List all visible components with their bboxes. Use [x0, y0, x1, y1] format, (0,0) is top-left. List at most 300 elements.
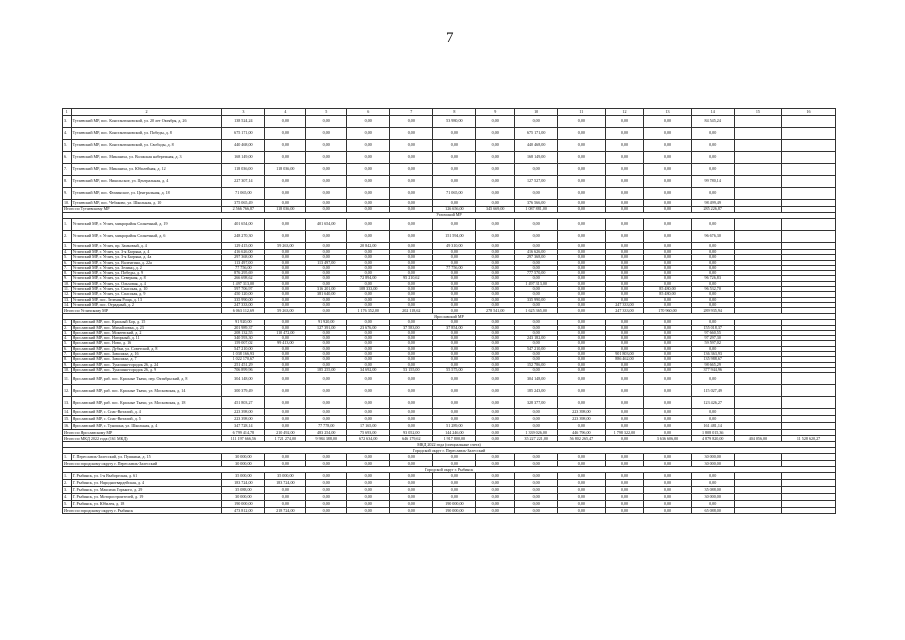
value-cell: 0,00 — [644, 461, 691, 467]
value-cell: 30 000,00 — [691, 461, 734, 467]
value-cell: 876 295,69 — [222, 271, 265, 276]
value-cell: 98 665,29 — [691, 362, 734, 367]
address-cell: Тутаевский МР, пос. Фоминское, ул. Центральная, д. 18 — [71, 188, 222, 200]
value-cell: 0,00 — [691, 473, 734, 480]
value-cell: 0,00 — [390, 473, 433, 480]
value-cell: 0,00 — [265, 260, 306, 265]
address-cell: Г. Рыбинск, ул. Максима Горького, д. 29 — [71, 487, 222, 494]
value-cell: 0,00 — [476, 116, 515, 128]
value-cell: 1 497 313,00 — [515, 281, 558, 286]
value-cell: 210 492,00 — [265, 430, 306, 436]
address-cell: Тутаевский МР, пос. Микляиха, ул. Юбилейная, д. 12 — [71, 164, 222, 176]
value-cell: 0,00 — [605, 260, 644, 265]
value-cell: 0,00 — [433, 341, 476, 346]
value-cell: 0,00 — [558, 281, 605, 286]
value-cell — [782, 176, 836, 188]
address-cell: Г. Рыбинск, ул. Юбилея, д. 18 — [71, 501, 222, 508]
value-cell — [782, 200, 836, 207]
value-cell: 136 363,93 — [691, 352, 734, 357]
value-cell: 335 990,00 — [222, 297, 265, 302]
value-cell: 243 182,00 — [515, 336, 558, 341]
address-cell: Ярославский МР, пос. Красный Бор, д. 15 — [71, 320, 222, 325]
value-cell: 0,00 — [390, 188, 433, 200]
value-cell: 0,00 — [347, 336, 390, 341]
value-cell: 0,00 — [347, 116, 390, 128]
value-cell — [782, 508, 836, 514]
value-cell: 0,00 — [644, 164, 691, 176]
value-cell: 0,00 — [306, 308, 347, 314]
value-cell: 0,00 — [515, 341, 558, 346]
row-number: 4. — [63, 250, 72, 255]
value-cell: 127 527,00 — [515, 176, 558, 188]
value-cell: 0,00 — [306, 330, 347, 335]
value-cell: 0,00 — [306, 250, 347, 255]
value-cell: 135 988,67 — [691, 357, 734, 362]
value-cell: 0,00 — [644, 501, 691, 508]
section-title: МКД 2022 года (специальные счета) — [63, 442, 836, 448]
value-cell: 118 036,00 — [265, 164, 306, 176]
value-cell: 0,00 — [265, 461, 306, 467]
value-cell: 0,00 — [644, 128, 691, 140]
value-cell: 886 462,00 — [605, 357, 644, 362]
value-cell: 0,00 — [558, 346, 605, 351]
value-cell: 0,00 — [306, 494, 347, 501]
value-cell: 71 065,00 — [222, 188, 265, 200]
value-cell: 0,00 — [265, 501, 306, 508]
value-cell: 0,00 — [433, 128, 476, 140]
value-cell: 0,00 — [265, 302, 306, 307]
value-cell: 0,00 — [433, 346, 476, 351]
value-cell — [734, 487, 781, 494]
value-cell: 0,00 — [306, 373, 347, 385]
value-cell: 0,00 — [306, 271, 347, 276]
value-cell: 0,00 — [558, 423, 605, 430]
value-cell: 0,00 — [306, 397, 347, 409]
value-cell: 0,00 — [265, 397, 306, 409]
value-cell: 0,00 — [558, 271, 605, 276]
column-number-cell: 11 — [558, 109, 605, 116]
value-cell: 93 052,00 — [390, 430, 433, 436]
value-cell: 0,00 — [265, 276, 306, 281]
value-cell: 0,00 — [433, 276, 476, 281]
row-number: 13. — [63, 397, 72, 409]
row-number: 7. — [63, 265, 72, 270]
value-cell: 0,00 — [390, 501, 433, 508]
value-cell: 96 676,30 — [691, 231, 734, 243]
value-cell — [734, 501, 781, 508]
value-cell: 0,00 — [558, 231, 605, 243]
value-cell: 168 149,00 — [515, 152, 558, 164]
value-cell: 451 803,27 — [222, 397, 265, 409]
value-cell: 0,00 — [515, 219, 558, 231]
value-cell: 223 398,00 — [558, 416, 605, 423]
value-cell: 0,00 — [347, 176, 390, 188]
row-number: 6. — [63, 260, 72, 265]
value-cell: 0,00 — [515, 473, 558, 480]
value-cell: 0,00 — [433, 352, 476, 357]
value-cell: 0,00 — [558, 508, 605, 514]
value-cell: 297 368,00 — [515, 255, 558, 260]
value-cell: 113 497,00 — [222, 260, 265, 265]
value-cell: 1 721 274,00 — [265, 436, 306, 442]
value-cell: 35 000,00 — [265, 473, 306, 480]
value-cell: 0,00 — [558, 116, 605, 128]
column-number-cell: 14 — [691, 109, 734, 116]
value-cell: 0,00 — [433, 219, 476, 231]
value-cell: 98 499,49 — [691, 200, 734, 207]
value-cell: 0,00 — [390, 330, 433, 335]
value-cell — [734, 473, 781, 480]
value-cell: 0,00 — [390, 302, 433, 307]
address-cell: Тутаевский МР, пос. Микляиха, ул. Волжская набережная, д. 3 — [71, 152, 222, 164]
value-cell: 0,00 — [605, 297, 644, 302]
value-cell: 0,00 — [476, 487, 515, 494]
value-cell: 0,00 — [306, 508, 347, 514]
value-cell — [734, 494, 781, 501]
value-cell: 0,00 — [476, 341, 515, 346]
value-cell: 0,00 — [306, 255, 347, 260]
value-cell: 0,00 — [390, 416, 433, 423]
value-cell: 0,00 — [265, 487, 306, 494]
value-cell: 0,00 — [265, 250, 306, 255]
value-cell: 450 120,00 — [222, 292, 265, 297]
value-cell: 0,00 — [515, 367, 558, 372]
value-cell: 20 842,00 — [347, 243, 390, 250]
table-row — [63, 409, 836, 416]
value-cell: 0,00 — [558, 367, 605, 372]
value-cell: 0,00 — [433, 454, 476, 461]
value-cell: 0,00 — [644, 357, 691, 362]
value-cell — [782, 501, 836, 508]
address-cell: Тутаевский МР, пос. Константиновский, ул. Свободы, д. 8 — [71, 140, 222, 152]
value-cell: 404 056,00 — [734, 436, 781, 442]
value-cell — [734, 423, 781, 430]
row-number: 6. — [63, 346, 72, 351]
value-cell: 0,00 — [691, 128, 734, 140]
table-row — [63, 373, 836, 385]
value-cell: 0,00 — [433, 473, 476, 480]
value-cell: 0,00 — [265, 271, 306, 276]
row-number: 16. — [64, 423, 70, 429]
value-cell: 0,00 — [691, 501, 734, 508]
value-cell: 0,00 — [390, 243, 433, 250]
value-cell: 0,00 — [515, 508, 558, 514]
value-cell: 35 088,00 — [691, 487, 734, 494]
value-cell: 0,00 — [605, 243, 644, 250]
value-cell: 0,00 — [558, 200, 605, 207]
row-number: 8. — [63, 271, 72, 276]
row-number: 7. — [63, 352, 72, 357]
value-cell: 0,00 — [433, 250, 476, 255]
value-cell: 0,00 — [558, 292, 605, 297]
value-cell: 0,00 — [265, 297, 306, 302]
address-cell: Ярославский МР, с. Туношна, ул. Школьная, д. 4 — [71, 423, 222, 430]
value-cell: 185 243,00 — [515, 385, 558, 397]
value-cell: 0,00 — [306, 188, 347, 200]
address-cell: Г. Переславль-Залесский, ул. Пушкина, д. 15 — [71, 454, 222, 461]
value-cell: 0,00 — [265, 385, 306, 397]
row-number: 1. — [63, 219, 72, 231]
value-cell: 297 368,00 — [222, 255, 265, 260]
value-cell: 0,00 — [644, 271, 691, 276]
value-cell: 0,00 — [515, 409, 558, 416]
value-cell: 0,00 — [476, 357, 515, 362]
value-cell: 0,00 — [433, 494, 476, 501]
value-cell: 0,00 — [265, 265, 306, 270]
value-cell: 0,00 — [605, 292, 644, 297]
value-cell: 0,00 — [433, 297, 476, 302]
value-cell: 0,00 — [558, 164, 605, 176]
value-cell: 0,00 — [644, 276, 691, 281]
value-cell: 59 263,00 — [265, 243, 306, 250]
total-label: Итого по Угличскому МР — [63, 308, 222, 314]
value-cell: 1 339 026,00 — [515, 430, 558, 436]
row-number: 8. — [63, 176, 72, 188]
value-cell: 0,00 — [347, 494, 390, 501]
value-cell: 646 179,62 — [390, 436, 433, 442]
total-row — [63, 508, 836, 514]
value-cell: 0,00 — [515, 188, 558, 200]
address-cell: Угличский МР, г. Углич, ул. Ольховая, д. 4 — [71, 281, 222, 286]
value-cell — [782, 231, 836, 243]
value-cell: 0,00 — [476, 373, 515, 385]
value-cell: 0,00 — [515, 292, 558, 297]
value-cell: 0,00 — [558, 320, 605, 325]
address-cell: Ярославский МР, пос. Туношна-городок 26, д. 9 — [71, 367, 222, 372]
value-cell: 0,00 — [558, 255, 605, 260]
column-number-cell: 16 — [782, 109, 836, 116]
value-cell: 316 201,00 — [306, 287, 347, 292]
value-cell: 190 000,00 — [433, 508, 476, 514]
value-cell: 0,00 — [476, 330, 515, 335]
value-cell: 4 879 820,00 — [691, 436, 734, 442]
value-cell: 99 413,00 — [265, 341, 306, 346]
table-row — [63, 487, 836, 494]
value-cell: 0,00 — [347, 362, 390, 367]
value-cell: 0,00 — [605, 207, 644, 213]
value-cell: 0,00 — [691, 409, 734, 416]
value-cell: 6 063 112,69 — [222, 308, 265, 314]
value-cell: 0,00 — [644, 397, 691, 409]
value-cell: 95 210,62 — [390, 276, 433, 281]
value-cell: 347 728,14 — [222, 423, 265, 430]
value-cell: 675 171,00 — [222, 128, 265, 140]
value-cell: 416 626,00 — [515, 250, 558, 255]
value-cell: 0,00 — [390, 207, 433, 213]
value-cell — [734, 200, 781, 207]
value-cell: 123 426,27 — [691, 397, 734, 409]
value-cell: 0,00 — [476, 255, 515, 260]
value-cell: 0,00 — [691, 164, 734, 176]
value-cell: 0,00 — [558, 287, 605, 292]
value-cell: 0,00 — [433, 302, 476, 307]
value-cell: 0,00 — [265, 373, 306, 385]
value-cell: 65 088,00 — [691, 508, 734, 514]
value-cell: 1 917 800,00 — [433, 436, 476, 442]
value-cell: 37 854,00 — [433, 325, 476, 330]
address-cell: Ярославский МР, пос. Туношна-городок 26, д. 24 — [71, 362, 222, 367]
value-cell — [782, 423, 836, 430]
row-number: 3. — [63, 330, 72, 335]
value-cell: 0,00 — [558, 341, 605, 346]
value-cell: 0,00 — [644, 116, 691, 128]
value-cell: 0,00 — [691, 271, 734, 276]
value-cell — [734, 128, 781, 140]
value-cell: 111 197 666,56 — [222, 436, 265, 442]
value-cell: 0,00 — [347, 320, 390, 325]
value-cell: 0,00 — [433, 487, 476, 494]
row-number: 1. — [63, 473, 72, 480]
value-cell: 0,00 — [605, 271, 644, 276]
value-cell: 0,00 — [558, 207, 605, 213]
address-cell: Ярославский МР, пос. Заволжье, д. 7 — [71, 357, 222, 362]
value-cell: 0,00 — [558, 461, 605, 467]
value-cell: 0,00 — [347, 501, 390, 508]
value-cell: 0,00 — [605, 320, 644, 325]
value-cell: 0,00 — [476, 325, 515, 330]
value-cell: 304 148,00 — [515, 373, 558, 385]
value-cell: 0,00 — [691, 188, 734, 200]
row-number: 14. — [64, 409, 70, 415]
address-cell: Угличский МР, г. Углич, ул. 3-я Багряна, д. 4 — [71, 250, 222, 255]
value-cell: 59 263,00 — [265, 308, 306, 314]
value-cell: 77 756,00 — [222, 265, 265, 270]
value-cell: 11 528 620,27 — [782, 436, 836, 442]
value-cell: 0,00 — [433, 480, 476, 487]
value-cell: 0,00 — [476, 501, 515, 508]
value-cell: 675 171,00 — [515, 128, 558, 140]
value-cell: 0,00 — [306, 176, 347, 188]
value-cell: 0,00 — [476, 219, 515, 231]
row-number: 14. — [64, 302, 70, 307]
value-cell — [734, 116, 781, 128]
value-cell: 110 472,00 — [265, 330, 306, 335]
column-number-cell: 1 — [63, 109, 72, 116]
value-cell: 2 566 766,87 — [222, 207, 265, 213]
table-row — [63, 140, 836, 152]
section-title: Городской округ г. Рыбинск — [63, 467, 836, 473]
value-cell: 0,00 — [644, 152, 691, 164]
value-cell: 0,00 — [691, 140, 734, 152]
address-cell: Тутаевский МР, пос. Константиновский, ул. 20 лет Октября, д. 26 — [71, 116, 222, 128]
value-cell: 0,00 — [306, 385, 347, 397]
row-number: 10. — [64, 199, 70, 205]
table-row — [63, 480, 836, 487]
value-cell: 0,00 — [265, 494, 306, 501]
value-cell: 0,00 — [644, 265, 691, 270]
page-number: 7 — [446, 30, 454, 46]
table-row — [63, 152, 836, 164]
value-cell: 0,00 — [390, 128, 433, 140]
value-cell: 0,00 — [433, 287, 476, 292]
value-cell: 0,00 — [390, 265, 433, 270]
value-cell: 0,00 — [605, 487, 644, 494]
value-cell: 0,00 — [306, 336, 347, 341]
value-cell: 0,00 — [558, 494, 605, 501]
value-cell: 0,00 — [433, 416, 476, 423]
value-cell: 247 333,00 — [222, 302, 265, 307]
row-number: 15. — [64, 416, 70, 422]
value-cell: 0,00 — [605, 423, 644, 430]
value-cell: 0,00 — [605, 473, 644, 480]
value-cell: 0,00 — [605, 341, 644, 346]
value-cell: 0,00 — [306, 207, 347, 213]
value-cell: 0,00 — [691, 243, 734, 250]
value-cell: 0,00 — [605, 416, 644, 423]
value-cell — [782, 480, 836, 487]
value-cell: 0,00 — [558, 336, 605, 341]
value-cell: 0,00 — [347, 207, 390, 213]
value-cell — [734, 219, 781, 231]
value-cell: 0,00 — [390, 346, 433, 351]
value-cell: 0,00 — [265, 188, 306, 200]
address-cell: Угличский МР, г. Углич, пр. Замковый, д. 4 — [71, 243, 222, 250]
value-cell: 0,00 — [644, 341, 691, 346]
value-cell — [734, 454, 781, 461]
value-cell: 0,00 — [433, 330, 476, 335]
value-cell: 0,00 — [558, 373, 605, 385]
value-cell: 1 798 322,00 — [605, 430, 644, 436]
value-cell: 247 333,00 — [605, 302, 644, 307]
value-cell: 0,00 — [306, 276, 347, 281]
value-cell: 0,00 — [558, 362, 605, 367]
value-cell: 0,00 — [515, 243, 558, 250]
value-cell: 0,00 — [265, 320, 306, 325]
value-cell: 0,00 — [476, 231, 515, 243]
value-cell: 0,00 — [390, 409, 433, 416]
value-cell: 0,00 — [476, 271, 515, 276]
value-cell: 138 524,24 — [222, 116, 265, 128]
value-cell: 0,00 — [515, 164, 558, 176]
column-number-cell: 5 — [306, 109, 347, 116]
row-number: 2. — [63, 231, 72, 243]
value-cell: 0,00 — [644, 302, 691, 307]
value-cell: 0,00 — [515, 325, 558, 330]
value-cell: 0,00 — [515, 116, 558, 128]
table-row — [63, 219, 836, 231]
value-cell: 0,00 — [605, 385, 644, 397]
value-cell: 0,00 — [644, 219, 691, 231]
value-cell: 0,00 — [433, 409, 476, 416]
value-cell: 0,00 — [390, 508, 433, 514]
value-cell: 0,00 — [433, 308, 476, 314]
value-cell: 0,00 — [390, 480, 433, 487]
value-cell: 1 022 170,67 — [222, 357, 265, 362]
value-cell: 0,00 — [558, 325, 605, 330]
value-cell: 49 310,00 — [433, 243, 476, 250]
value-cell: 0,00 — [433, 397, 476, 409]
value-cell — [782, 152, 836, 164]
value-cell: 0,00 — [691, 265, 734, 270]
value-cell — [782, 116, 836, 128]
value-cell: 0,00 — [644, 243, 691, 250]
value-cell: 0,00 — [306, 152, 347, 164]
address-cell: Ярославский МР, пос. Михайловка, д. 23 — [71, 325, 222, 330]
value-cell: 440 468,00 — [222, 140, 265, 152]
value-cell: 99 780,14 — [691, 176, 734, 188]
value-cell: 227 307,14 — [222, 176, 265, 188]
value-cell: 17 165,00 — [347, 423, 390, 430]
value-cell: 208 132,55 — [222, 330, 265, 335]
value-cell: 0,00 — [306, 302, 347, 307]
value-cell: 0,00 — [476, 346, 515, 351]
value-cell: 0,00 — [433, 281, 476, 286]
value-cell: 0,00 — [347, 508, 390, 514]
row-number: 11. — [63, 287, 72, 292]
value-cell: 0,00 — [347, 152, 390, 164]
value-cell: 0,00 — [515, 330, 558, 335]
value-cell: 440 468,00 — [515, 140, 558, 152]
